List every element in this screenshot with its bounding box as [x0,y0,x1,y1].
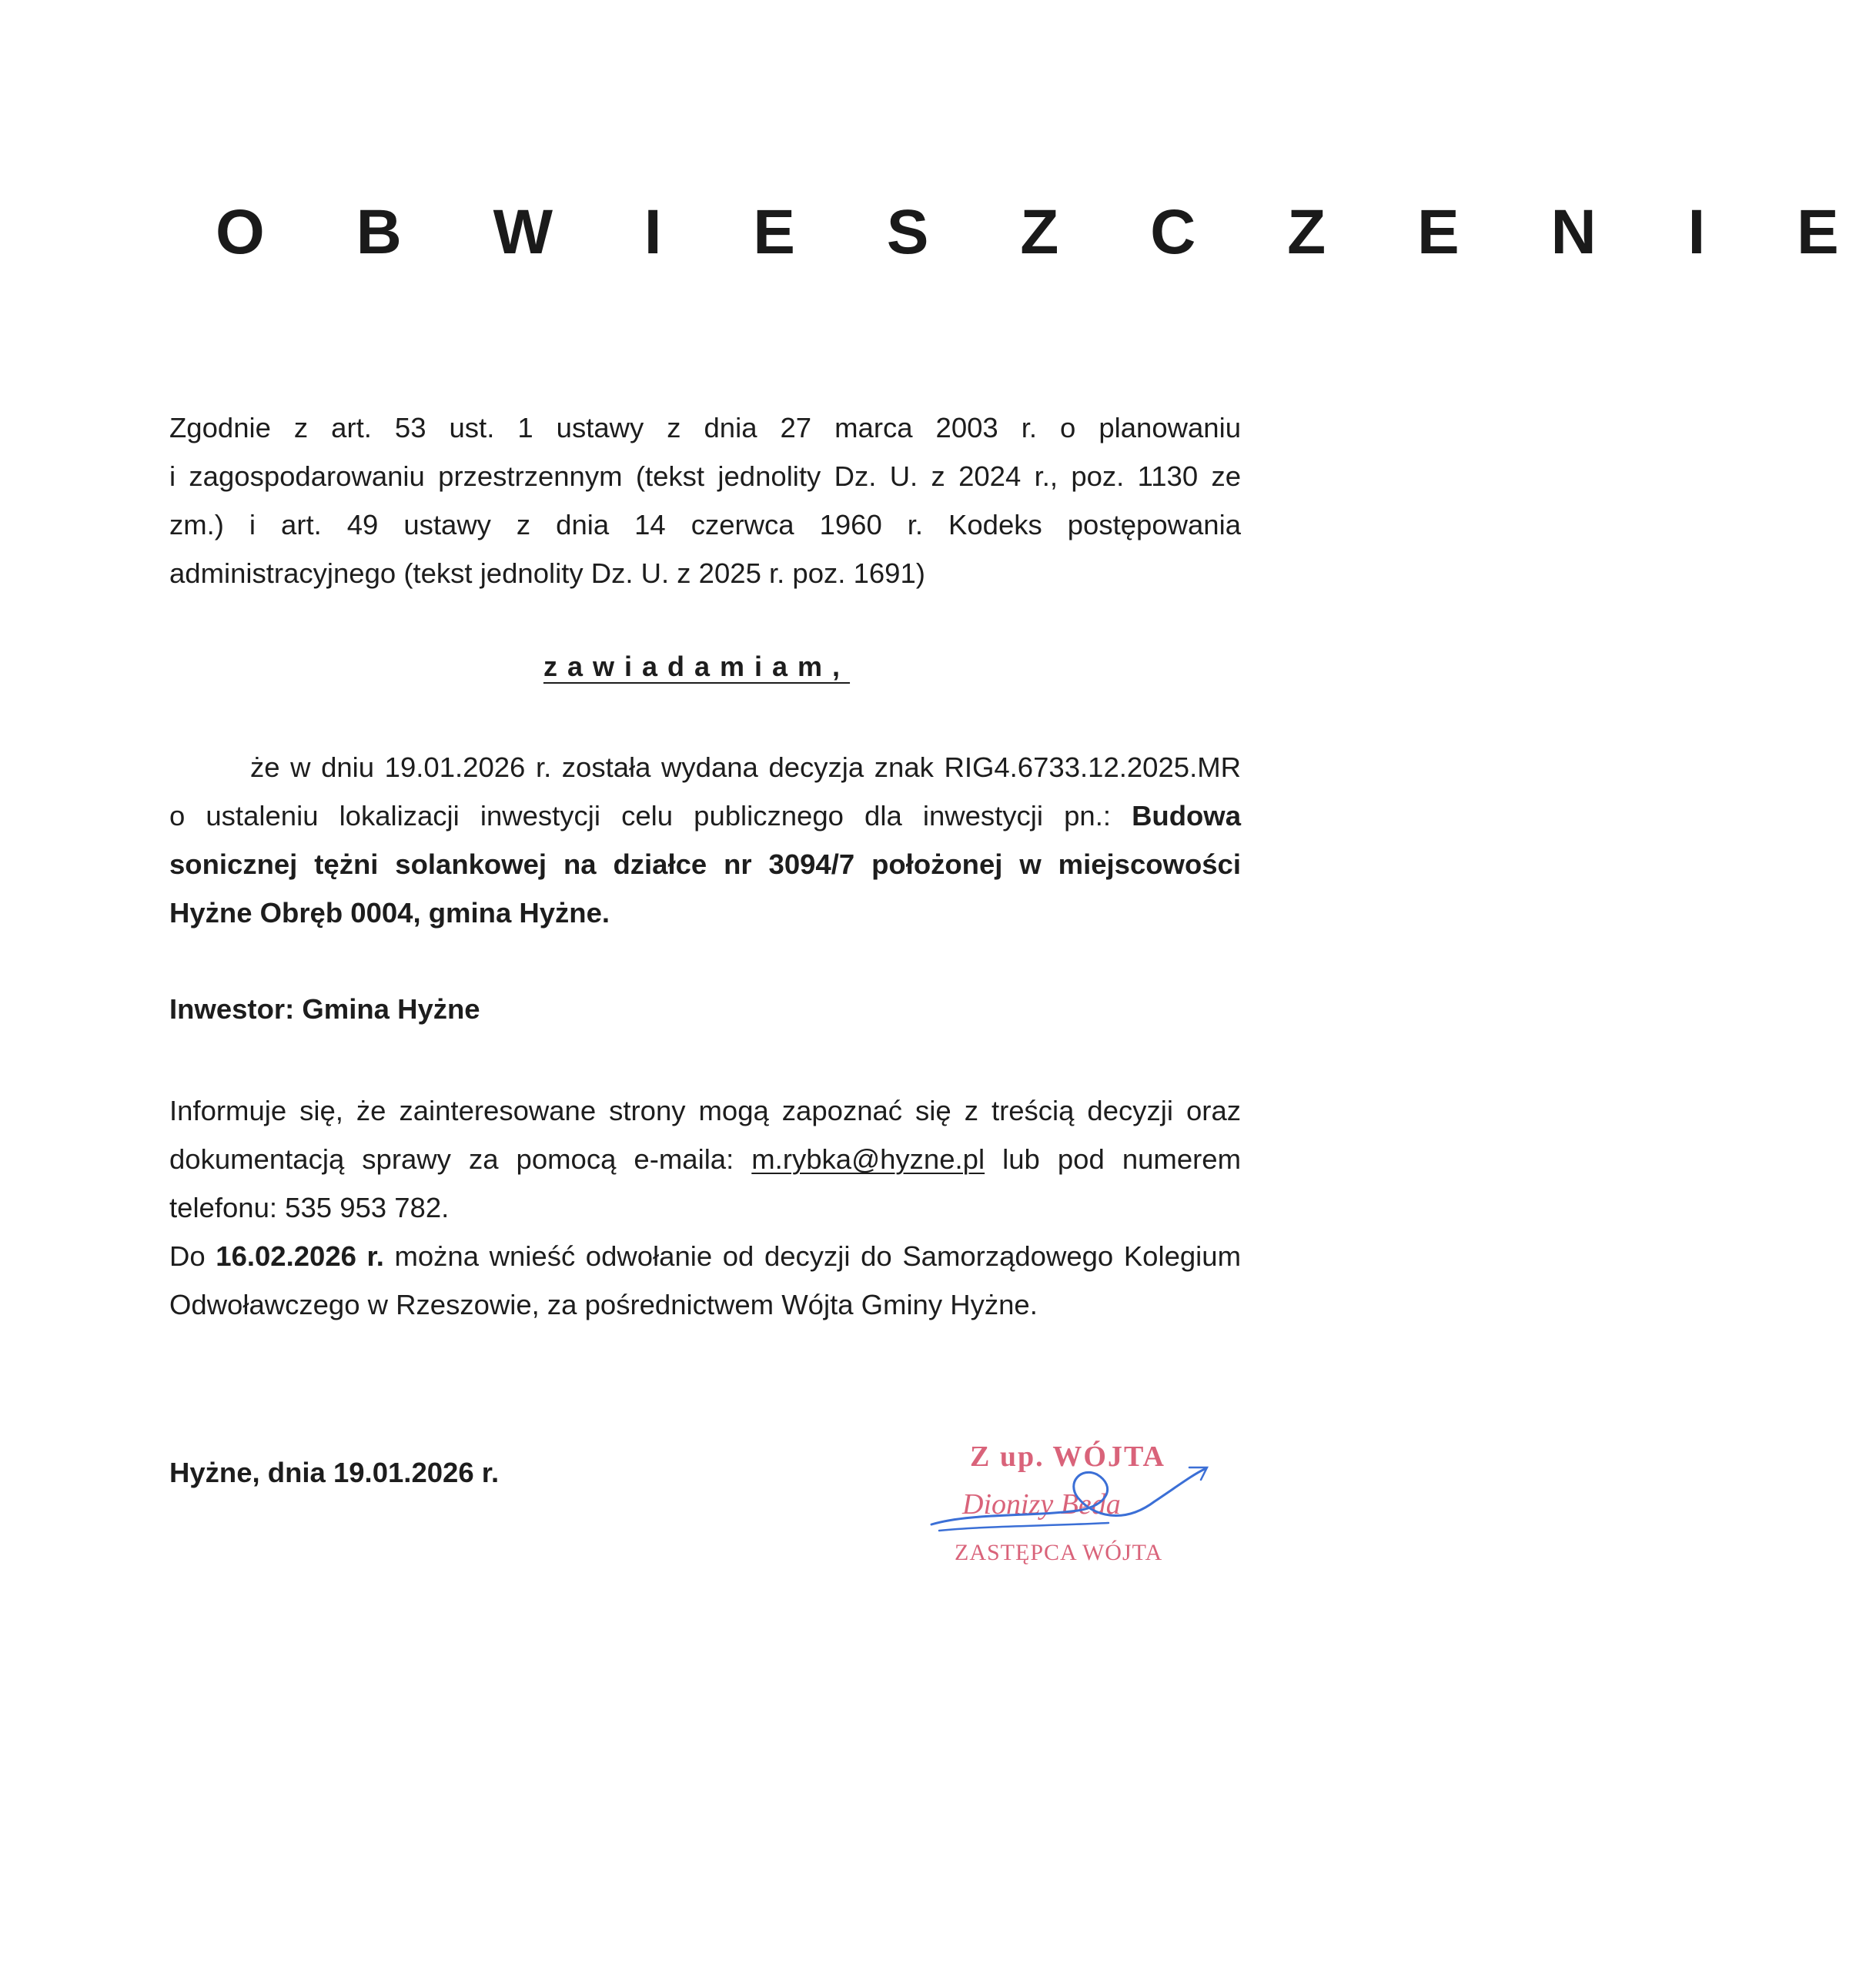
info-paragraph [169,1086,1241,1329]
stamp-name: Dionizy Beda [962,1488,1121,1521]
decision-project-name: sonicznej tężni solankowej na działce nr 3094/7 położonej w miejscowości [169,848,1241,880]
info-line: Odwoławczego w Rzeszowie, za pośrednictwem Wójta Gminy Hyżne. [169,1289,1038,1320]
place-and-date: Hyżne, dnia 19.01.2026 r. [169,1457,500,1488]
email-link[interactable]: m.rybka@hyzne.pl [751,1143,985,1175]
intro-line: administracyjnego (tekst jednolity Dz. U. z 2025 r. poz. 1691) [169,557,925,589]
intro-line: zm.) i art. 49 ustawy z dnia 14 czerwca 1960 r. Kodeks postępowania [169,509,1241,540]
phone-line: telefonu: 535 953 782. [169,1192,450,1223]
deadline-date: 16.02.2026 r. [216,1240,384,1272]
announcement-heading [0,651,1393,683]
official-stamp [924,1440,1232,1586]
stamp-position: ZASTĘPCA WÓJTA [955,1540,1163,1565]
deadline-line [169,1232,1241,1280]
intro-line: i zagospodarowaniu przestrzennym (tekst jednolity Dz. U. z 2024 r., poz. 1130 ze [169,460,1241,492]
announcement-text: zawiadamiam, [543,651,851,682]
signature-icon [924,1440,1232,1586]
decision-paragraph [169,743,1241,937]
decision-line-text: o ustaleniu lokalizacji inwestycji celu publicznego dla inwestycji pn.: [169,800,1132,832]
intro-line: Zgodnie z art. 53 ust. 1 ustawy z dnia 27 marca 2003 r. o planowaniu [169,412,1241,443]
info-line-text: dokumentacją sprawy za pomocą e-maila: [169,1143,752,1175]
decision-project-name: Hyżne Obręb 0004, gmina Hyżne. [169,897,610,929]
info-line: Informuje się, że zainteresowane strony mogą zapoznać się z treścią decyzji oraz [169,1095,1241,1126]
intro-paragraph [169,403,1241,597]
stamp-authority: Z up. WÓJTA [970,1441,1165,1473]
deadline-text: Do [169,1240,216,1272]
deadline-text: można wnieść odwołanie od decyzji do Samorządowego Kolegium [383,1240,1241,1272]
info-line-text: lub pod numerem [985,1143,1241,1175]
document-title: O B W I E S Z C Z E N I E [216,197,1876,267]
info-line [169,1135,1241,1183]
decision-line [169,791,1241,840]
decision-line: że w dniu 19.01.2026 r. została wydana decyzja znak RIG4.6733.12.2025.MR [250,751,1241,783]
decision-project-name: Budowa [1132,800,1241,832]
investor-label: Inwestor: Gmina Hyżne [169,993,480,1025]
